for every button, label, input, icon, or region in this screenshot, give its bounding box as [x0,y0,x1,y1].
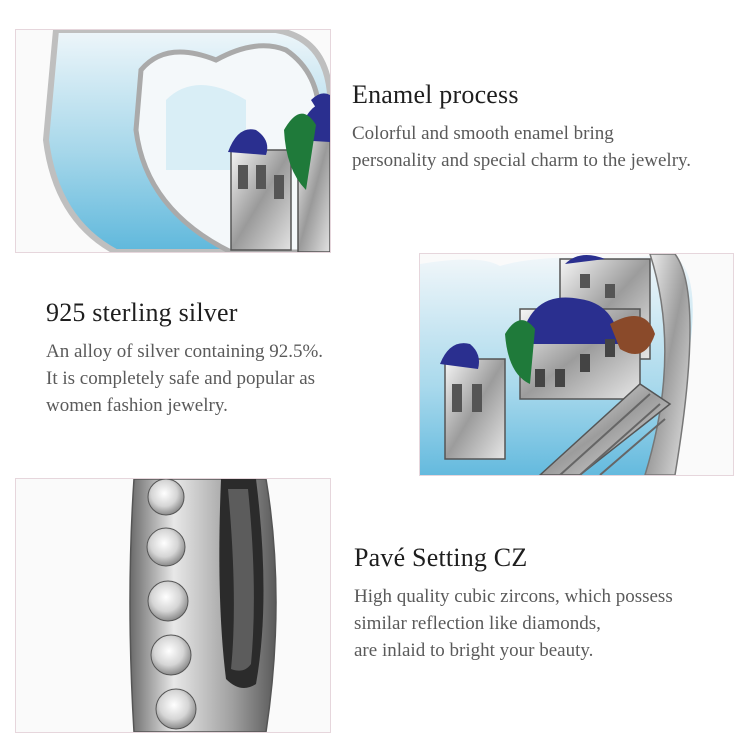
feature-title: Enamel process [352,80,519,109]
description-line: An alloy of silver containing 92.5%. [46,341,324,362]
feature-enamel [352,80,691,174]
description-line: High quality cubic zircons, which possess [354,586,673,607]
description-line: It is completely safe and popular as [46,368,316,389]
feature-pave-setting [354,543,673,664]
description-line: Colorful and smooth enamel bring [352,123,614,144]
feature-description [46,338,323,419]
pave-setting-image [15,478,331,733]
feature-title: Pavé Setting CZ [354,543,528,572]
description-line: similar reflection like diamonds, [354,613,601,634]
description-line: personality and special charm to the jewelry. [352,150,692,171]
feature-description [354,583,673,664]
heart-charm-image [419,253,734,476]
enamel-closeup-image [15,29,331,253]
feature-title: 925 sterling silver [46,298,238,327]
feature-sterling-silver [46,298,323,419]
description-line: are inlaid to bright your beauty. [354,640,594,661]
description-line: women fashion jewelry. [46,395,228,416]
feature-description [352,120,691,174]
